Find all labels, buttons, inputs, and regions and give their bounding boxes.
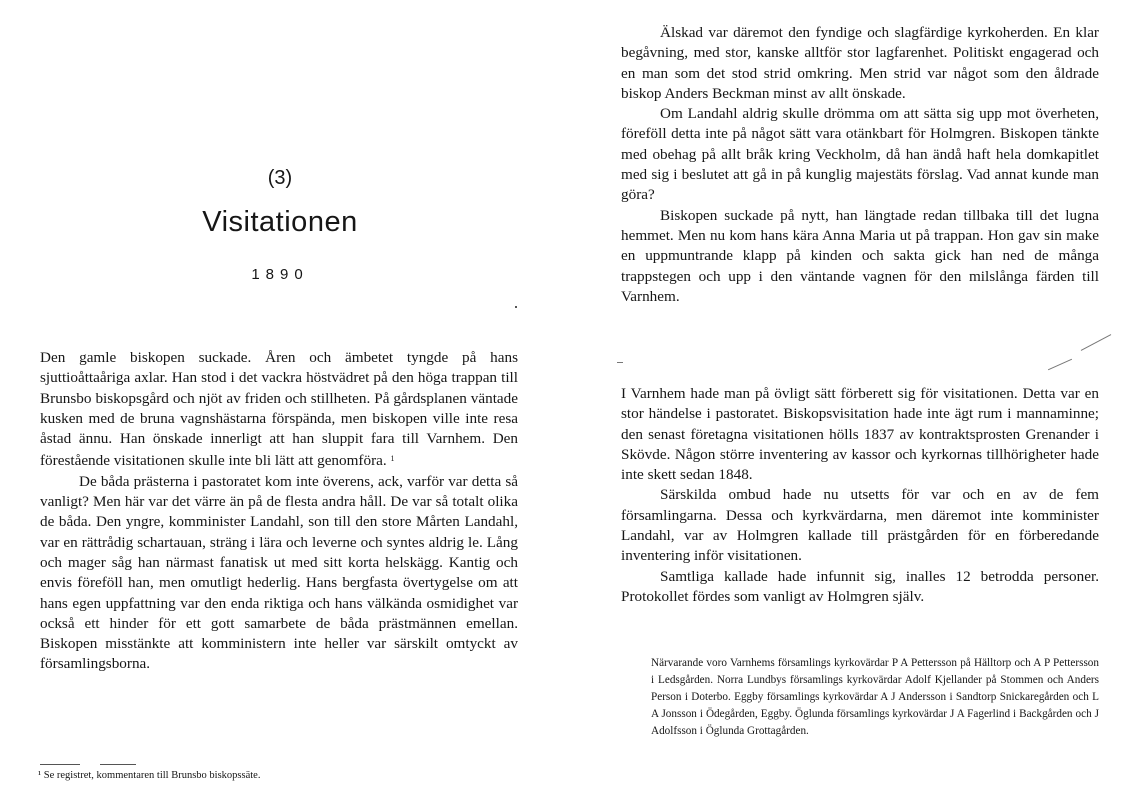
paragraph — [40, 348, 518, 472]
print-speck — [617, 362, 623, 363]
paragraph: I Varnhem hade man på övligt sätt förberett sig för visitationen. Detta var en stor händelse i pastoratet. Biskopsvisitation hade inte ägt rum i mannaminne; den senast företagna visitationen hölls 1837 av kontraktsprosten Grenander i Skövde. Någon större inventering av kassor och kyrkornas tillhörigheter hade inte skett sedan 1848. — [621, 385, 1099, 484]
footnote-rule — [100, 764, 136, 765]
attendance-note: Närvarande voro Varnhems församlings kyrkovärdar P A Pettersson på Hälltorp och A P Pettersson i Ledsgården. Norra Lundbys församlings kyrkovärdar Adolf Kjellander på Stommen och Anders Person i Doterbo. Eggby församlings kyrkovärdar A J Andersson i Sandtorp Snickaregården och L A Jonsson i Ödegården, Eggby. Öglunda församlings kyrkovärdar J A Fagerlind i Backgården och J Adolfsson i Öglunda Grottagården. — [651, 657, 1099, 737]
paragraph: Älskad var däremot den fyndige och slagfärdige kyrkoherden. En klar begåvning, med stor, kanske alltför stor lagfarenhet. Politiskt engagerad och en man som det stod strid omkring. Men strid var något som den åldrade biskop Anders Beckman minst av allt önskade. — [621, 24, 1099, 102]
paragraph: Biskopen suckade på nytt, han längtade redan tillbaka till det lugna hemmet. Men nu kom hans kära Anna Maria ut på trappan. Hon gav sin make en uppmuntrande klapp på kinden och sakta gick han ned de många trappstegen och upp i den väntande vagnen för den milslånga färden till Varnhem. — [621, 206, 1099, 305]
chapter-title: Visitationen — [202, 206, 358, 238]
chapter-number: (3) — [267, 167, 293, 189]
right-middle-text — [621, 384, 1099, 607]
print-speck — [1081, 334, 1111, 351]
paragraph: Om Landahl aldrig skulle drömma om att sätta sig upp mot överheten, föreföll detta inte på något sätt vara otänkbart för Holmgren. Biskopen tänkte med obehag på allt bråk kring Veckholm, då han ändå haft hela domkapitlet med sig i beslutet att gå in på kunglig majestäts förslag. Vad annat kunde man göra? — [621, 105, 1099, 204]
paragraph: Samtliga kallade hade infunnit sig, inalles 12 betrodda personer. Protokollet fördes som vanligt av Holmgren själv. — [621, 567, 1099, 605]
print-speck — [515, 306, 517, 308]
paragraph: De båda prästerna i pastoratet kom inte överens, ack, varför var detta så vanligt? Men här var det värre än på de flesta andra håll. De var så totalt olika de båda. Den yngre, komminister Landahl, son till den store Mårten Landahl, var en rättrådig schartauan, sträng i lära och leverne och syntes aldrig le. Lång och mager såg han närmast fanatisk ut med sitt korta helskägg. Kantig och envis föreföll han, men omutligt hederlig. Hans bergfasta övertygelse om att hans egen uppfattning var den enda riktiga och hans välkända osmidighet var också ett hinder för ett gott samarbete de båda prästmännen emellan. Biskopen misstänkte att komministern inte heller var särskilt omtyckt av församlingsborna. — [40, 472, 518, 673]
footnote-rule — [40, 764, 80, 765]
paragraph-text: Den gamle biskopen suckade. Åren och ämbetet tyngde på hans sjuttioåttaåriga axlar. Han stod i det vackra höstvädret på den höga trappan till Brunsbo biskopsgård och njöt av friden och stillheten. På gårdsplanen väntade kusken med de bruna vagnshästarna förspända, men biskopen ville inte resa åstad ännu. Han önskade innerligt att han sluppit fara till Varnhem. Den förestående visitationen skulle inte bli lätt att genomföra. — [40, 349, 518, 470]
footnote-marker: 1 — [390, 454, 395, 464]
left-body-text — [40, 348, 518, 675]
right-top-text — [621, 23, 1099, 307]
footnote: ¹ Se registret, kommentaren till Brunsbo biskopssäte. — [38, 770, 261, 781]
paragraph: Särskilda ombud hade nu utsetts för var och en av de fem församlingarna. Dessa och kyrkvärdarna, men däremot inte komminister Landahl, var av Holmgren kallade till prästgården för en förberedande inventering inför visitationen. — [621, 486, 1099, 565]
print-speck — [1048, 359, 1072, 370]
chapter-year: 1890 — [251, 266, 309, 283]
right-page — [569, 0, 1138, 800]
